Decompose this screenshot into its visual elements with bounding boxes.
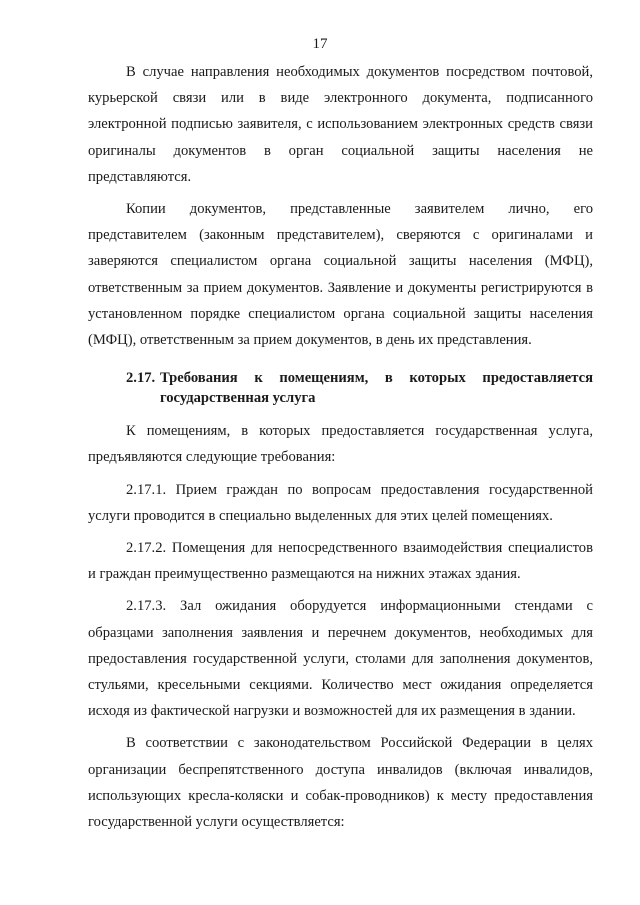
page-content <box>88 59 593 835</box>
paragraph: 2.17.1. Прием граждан по вопросам предоставления государственной услуги проводится в специально выделенных для этих целей помещениях. <box>88 481 593 524</box>
paragraph: Копии документов, представленные заявителем лично, его представителем (законным представителем), сверяются с оригиналами и заверяются специалистом органа социальной защиты населения (МФЦ), ответственным за прием документов. Заявление и документы регистрируются в установленном порядке специалистом органа социальной защиты населения (МФЦ), ответственным за прием документов, в день их представления. <box>88 201 593 349</box>
section-heading <box>88 368 593 408</box>
paragraph: 2.17.3. Зал ожидания оборудуется информационными стендами с образцами заполнения заявления и перечнем документов, необходимых для предоставления государственной услуги, столами для заполнения документов, стульями, кресельными секциями. Количество мест ожидания определяется исходя из фактической нагрузки и возможностей для их размещения в здании. <box>88 598 593 720</box>
section-number: 2.17. <box>126 370 156 387</box>
paragraph: В случае направления необходимых документов посредством почтовой, курьерской связи или в виде электронного документа, подписанного электронной подписью заявителя, с использованием электронных средств связи оригиналы документов в орган социальной защиты населения не представляются. <box>88 64 593 185</box>
paragraph: 2.17.2. Помещения для непосредственного взаимодействия специалистов и граждан преимущественно размещаются на нижних этажах здания. <box>88 540 593 583</box>
page-number: 17 <box>312 36 328 52</box>
paragraph: В соответствии с законодательством Российской Федерации в целях организации беспрепятственного доступа инвалидов (включая инвалидов, использующих кресла-коляски и собак-проводников) к месту предоставления государственной услуги осуществляется: <box>88 735 593 831</box>
section-title: Требования к помещениям, в которых предоставляется государственная услуга <box>160 370 593 407</box>
paragraph: К помещениям, в которых предоставляется государственная услуга, предъявляются следующие требования: <box>88 423 593 466</box>
